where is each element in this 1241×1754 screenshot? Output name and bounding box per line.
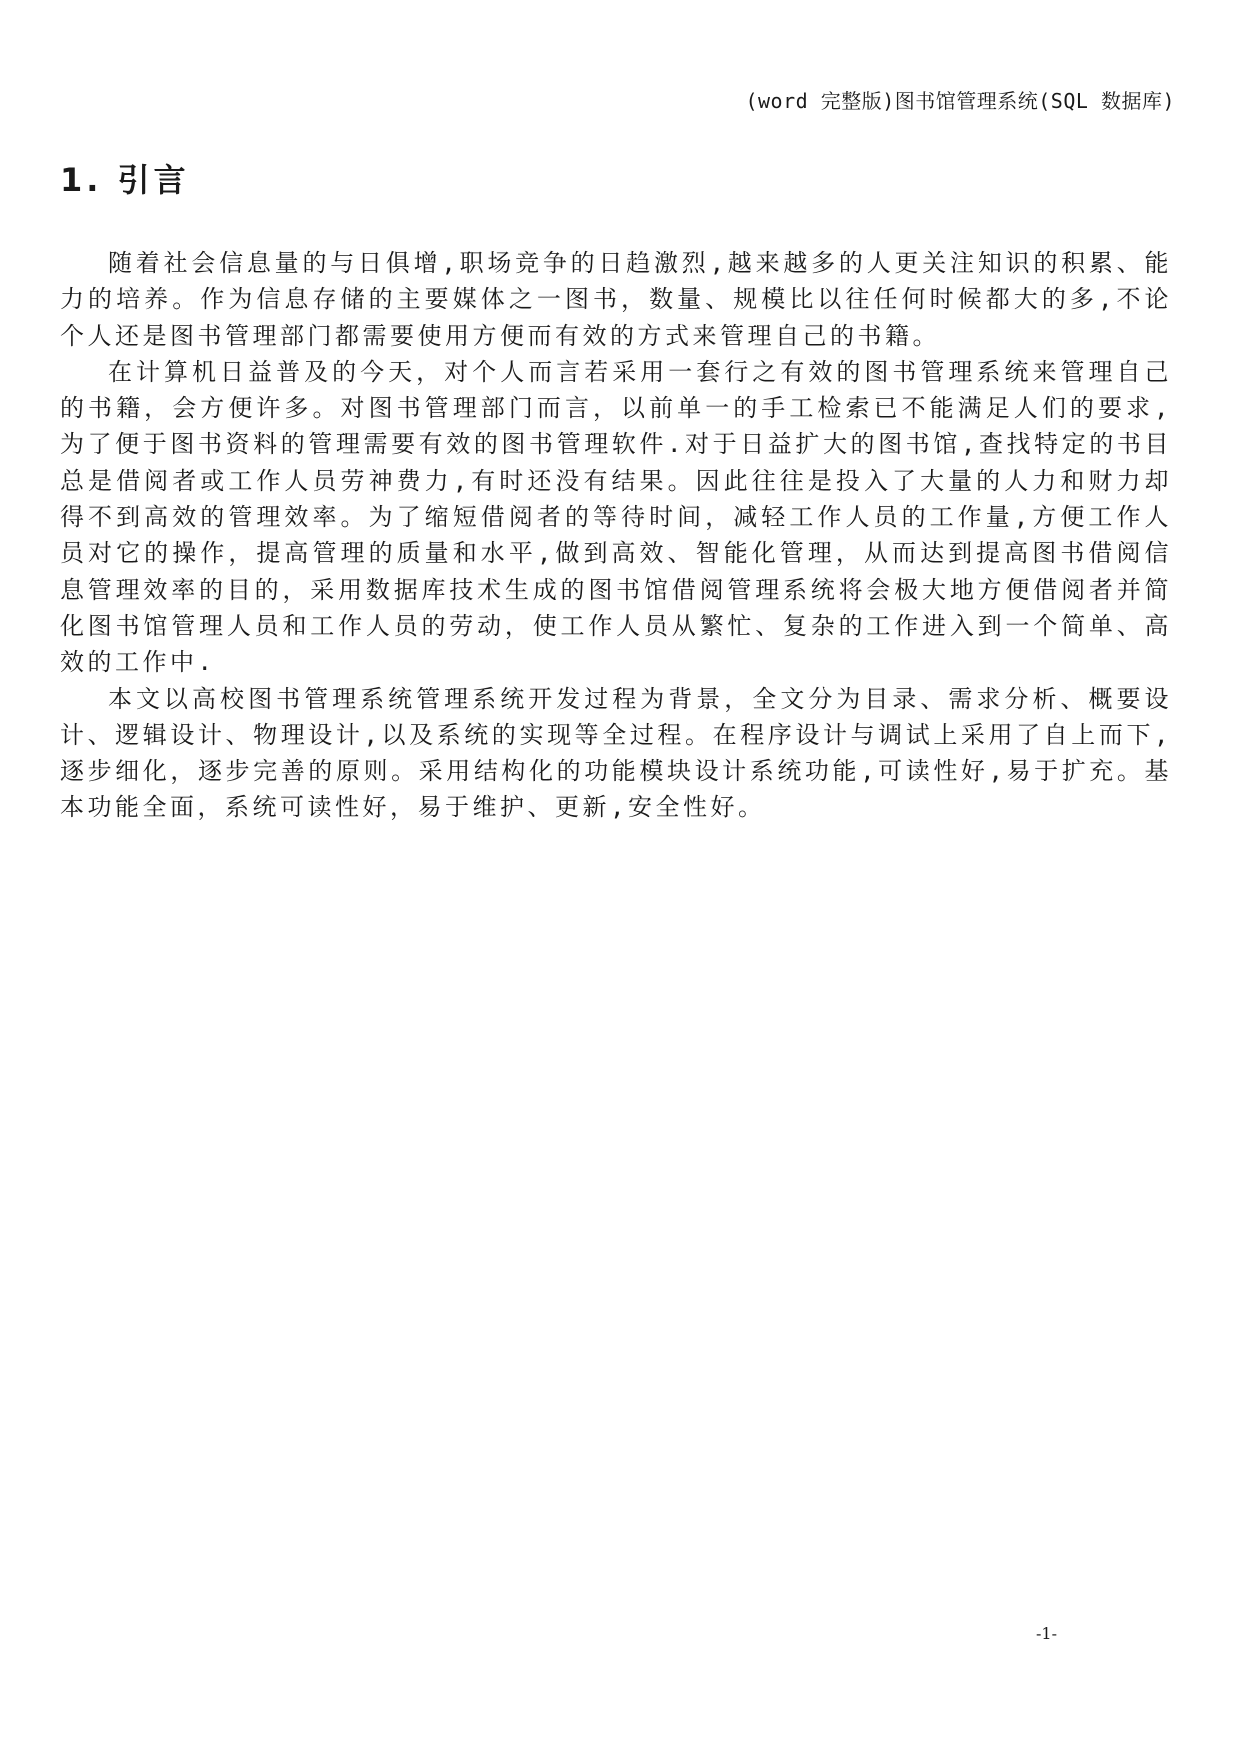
section-heading: 1. 引言 bbox=[60, 161, 190, 199]
paragraph: 本文以高校图书管理系统管理系统开发过程为背景，全文分为目录、需求分析、概要设计、逻辑设计、物理设计,以及系统的实现等全过程。在程序设计与调试上采用了自上而下,逐步细化，逐步完善的原则。采用结构化的功能模块设计系统功能,可读性好,易于扩充。基本功能全面，系统可读性好，易于维护、更新,安全性好。 bbox=[60, 684, 1172, 822]
paragraph: 在计算机日益普及的今天，对个人而言若采用一套行之有效的图书管理系统来管理自己的书籍，会方便许多。对图书管理部门而言，以前单一的手工检索已不能满足人们的要求,为了便于图书资料的管理需要有效的图书管理软件.对于日益扩大的图书馆,查找特定的书目总是借阅者或工作人员劳神费力,有时还没有结果。因此往往是投入了大量的人力和财力却得不到高效的管理效率。为了缩短借阅者的等待时间，减轻工作人员的工作量,方便工作人员对它的操作，提高管理的质量和水平,做到高效、智能化管理，从而达到提高图书借阅信息管理效率的目的，采用数据库技术生成的图书馆借阅管理系统将会极大地方便借阅者并简化图书馆管理人员和工作人员的劳动，使工作人员从繁忙、复杂的工作进入到一个简单、高效的工作中. bbox=[60, 357, 1172, 677]
body-text bbox=[60, 245, 1172, 826]
paragraph: 随着社会信息量的与日俱增,职场竞争的日趋激烈,越来越多的人更关注知识的积累、能力的培养。作为信息存储的主要媒体之一图书，数量、规模比以往任何时候都大的多,不论个人还是图书管理部门都需要使用方便而有效的方式来管理自己的书籍。 bbox=[60, 249, 1172, 350]
running-header: (word 完整版)图书馆管理系统(SQL 数据库) bbox=[745, 89, 1175, 113]
page-number: -1- bbox=[1036, 1624, 1057, 1643]
